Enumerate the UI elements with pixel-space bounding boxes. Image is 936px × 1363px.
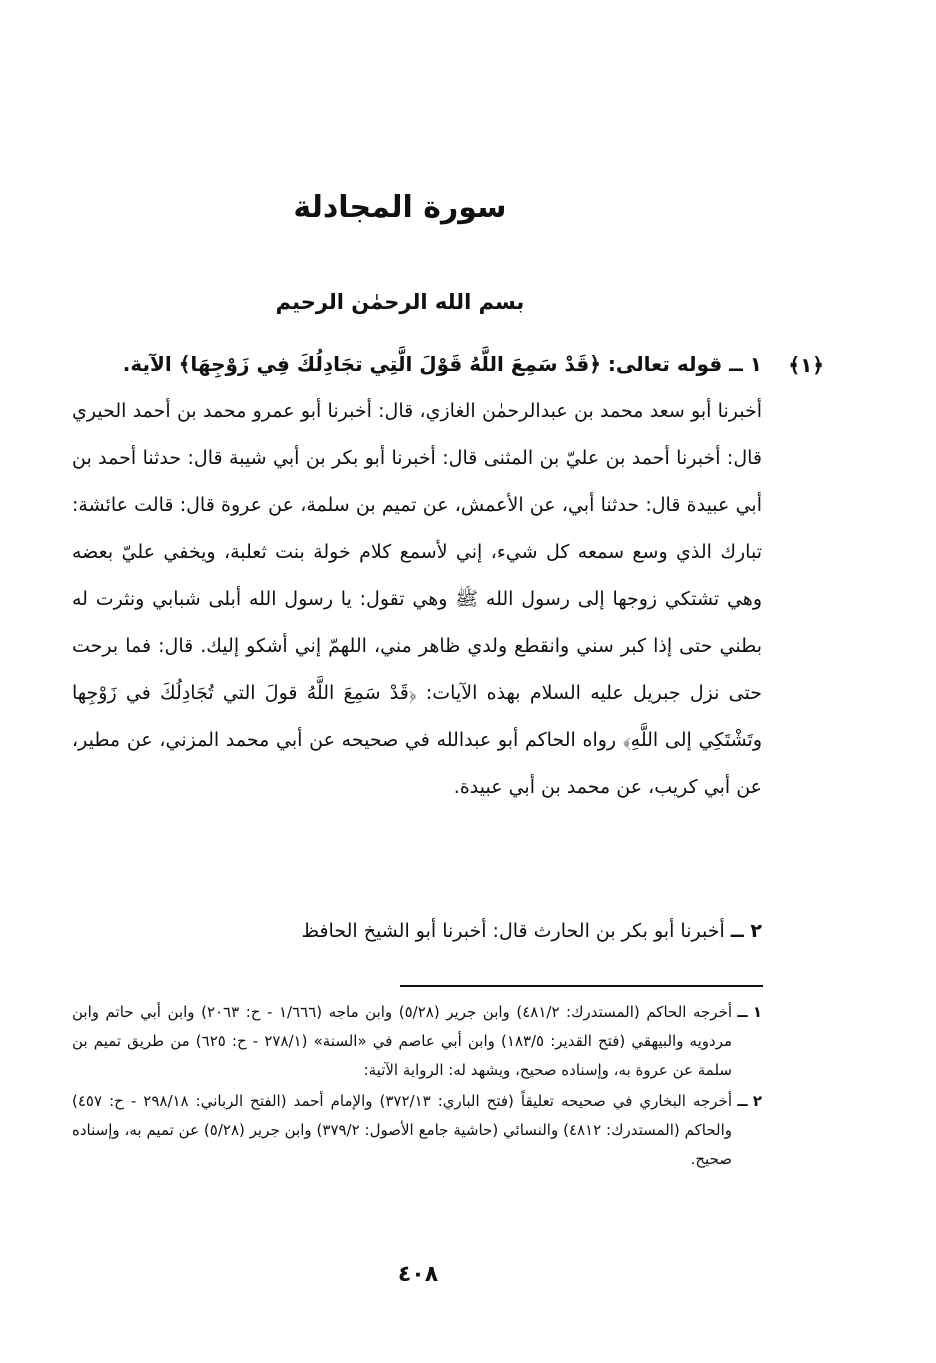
- footnote-text: أخرجه البخاري في صحيحه تعليقاً (فتح الباري: ٣٧٢/١٣) والإمام أحمد (الفتح الرباني: ٢٩٨/١٨ - ح: ٤٥٧) والحاكم (المستدرك: ٤٨١٢) والنسائي (حاشية جامع الأصول: ٣٧٩/٢) وابن جرير (٥/٢٨) عن تميم به، وإسناده صحيح.: [72, 1092, 732, 1168]
- footnotes: [72, 998, 762, 1176]
- surah-title: سورة المجادلة: [293, 190, 507, 225]
- basmala: بسم الله الرحمٰن الرحيم: [275, 290, 525, 314]
- footnote-item: [72, 1087, 762, 1174]
- page-number: ٤٠٨: [397, 1262, 439, 1287]
- footnote-number: ١ ــ: [737, 1003, 762, 1021]
- narration-paragraph-2: [72, 908, 762, 955]
- narration-number: ٢ ــ: [730, 920, 762, 942]
- footnote-text: أخرجه الحاكم (المستدرك: ٤٨١/٢) وابن جرير (٥/٢٨) وابن ماجه (١/٦٦٦ - ح: ٢٠٦٣) وابن أبي حاتم وابن مردويه والبيهقي (فتح القدير: ١٨٣/٥) وابن أبي عاصم في «السنة» (٢٧٨/١ - ح: ٦٢٥) من طريق تميم بن سلمة عن عروة به، وإسناده صحيح، ويشهد له: الرواية الآتية:: [72, 1003, 733, 1079]
- footnote-item: [72, 998, 762, 1085]
- verse-marker: ﴿١﴾: [788, 353, 824, 377]
- verse-heading: ١ ــ قوله تعالى: ﴿قَدْ سَمِعَ اللَّهُ قَوْلَ الَّتِي تجَادِلُكَ فِي زَوْجِهَا﴾ الآية.: [122, 352, 762, 376]
- narration-text: أخبرنا أبو بكر بن الحارث قال: أخبرنا أبو الشيخ الحافظ: [301, 920, 725, 942]
- narration-paragraph-1: أخبرنا أبو سعد محمد بن عبدالرحمٰن الغازي، قال: أخبرنا أبو عمرو محمد بن أحمد الحيري قال: أخبرنا أحمد بن عليّ بن المثنى قال: أخبرنا أبو بكر بن أبي شيبة قال: حدثنا أحمد بن أبي عبيدة قال: حدثنا أبي، عن الأعمش، عن تميم بن سلمة، عن عروة قال: قالت عائشة: تبارك الذي وسع سمعه كل شيء، إني لأسمع كلام خولة بنت ثعلبة، ويخفي عليّ بعضه وهي تشتكي زوجها إلى رسول الله ﷺ وهي تقول: يا رسول الله أبلى شبابي ونثرت له بطني حتى إذا كبر سني وانقطع ولدي ظاهر مني، اللهمّ إني أشكو إليك. قال: فما برحت حتى نزل جبريل عليه السلام بهذه الآيات: ﴿قَدْ سَمِعَ اللَّهُ قولَ التي تُجَادِلُكَ في زَوْجِها وتَشْتَكِي إلى اللَّهِ﴾ رواه الحاكم أبو عبدالله في صحيحه عن أبي محمد المزني، عن مطير، عن أبي كريب، عن محمد بن أبي عبيدة.: [72, 400, 762, 798]
- footnote-divider: [400, 985, 763, 987]
- footnote-number: ٢ ــ: [737, 1092, 762, 1110]
